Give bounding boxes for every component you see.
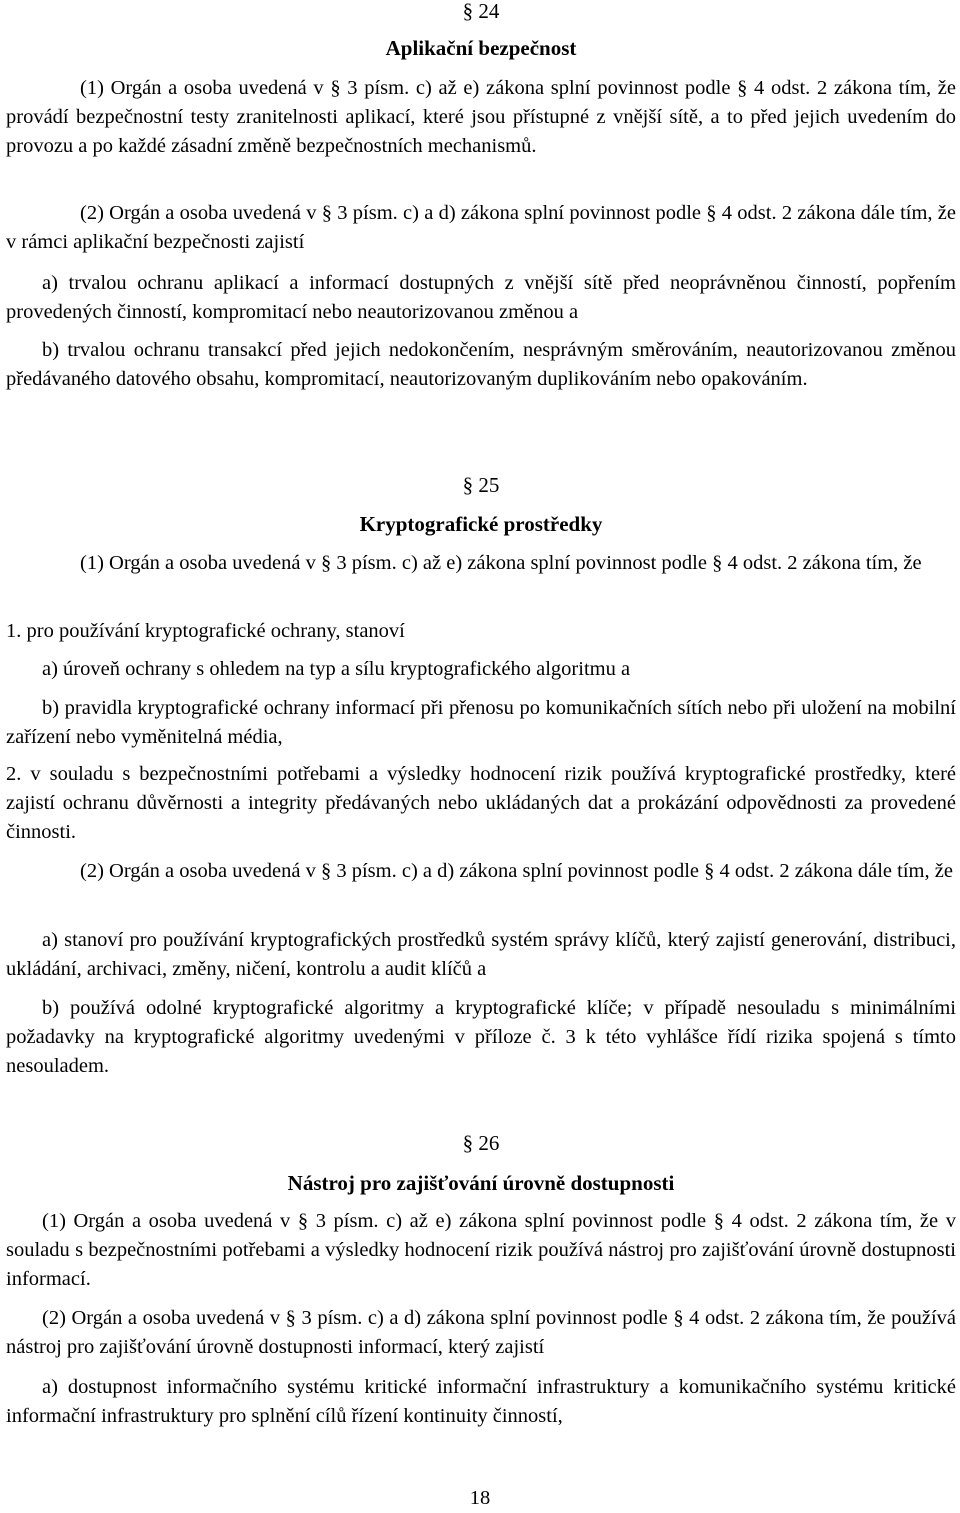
- section-25-item-2: 2. v souladu s bezpečnostními potřebami a výsledky hodnocení rizik používá kryptografické prostředky, které zajistí ochranu důvěrnosti a integrity předávaných nebo ukládaných dat a prokázání odpovědnosti za provedené činnosti.: [6, 763, 956, 843]
- section-25-item-a: a) stanoví pro používání kryptografických prostředků systém správy klíčů, který zajistí generování, distribuci, ukládání, archivaci, změny, ničení, kontrolu a audit klíčů a: [6, 929, 956, 980]
- section-25-paragraph-1: (1) Orgán a osoba uvedená v § 3 písm. c) až e) zákona splní povinnost podle § 4 odst. 2 zákona tím, že: [80, 552, 922, 574]
- section-26-item-a: a) dostupnost informačního systému kritické informační infrastruktury a komunikačního systému kritické informační infrastruktury pro splnění cílů řízení kontinuity činností,: [6, 1376, 956, 1427]
- section-24-number: § 24: [462, 0, 500, 23]
- section-25-number: § 25: [462, 473, 500, 497]
- section-26-paragraph-1: (1) Orgán a osoba uvedená v § 3 písm. c) až e) zákona splní povinnost podle § 4 odst. 2 zákona tím, že v souladu s bezpečnostními potřebami a výsledky hodnocení rizik používá nástroj pro zajišťování úrovně dostupnosti informací.: [6, 1210, 956, 1290]
- section-26-paragraph-2: (2) Orgán a osoba uvedená v § 3 písm. c) a d) zákona splní povinnost podle § 4 odst. 2 zákona tím, že používá nástroj pro zajišťování úrovně dostupnosti informací, který zajistí: [6, 1307, 956, 1358]
- section-26-title: Nástroj pro zajišťování úrovně dostupnosti: [287, 1171, 675, 1195]
- section-24-item-a: a) trvalou ochranu aplikací a informací dostupných z vnější sítě před neoprávněnou činností, popřením provedených činností, kompromitací nebo neautorizovanou změnou a: [6, 272, 956, 323]
- section-26-number: § 26: [462, 1131, 500, 1155]
- section-24-title: Aplikační bezpečnost: [385, 36, 577, 60]
- section-24-item-b: b) trvalou ochranu transakcí před jejich nedokončením, nesprávným směrováním, neautorizovanou změnou předávaného datového obsahu, kompromitací, neautorizovaným duplikováním nebo opakováním.: [6, 339, 956, 390]
- section-25-paragraph-2: (2) Orgán a osoba uvedená v § 3 písm. c) a d) zákona splní povinnost podle § 4 odst. 2 zákona dále tím, že: [80, 860, 953, 882]
- section-25-item-1: 1. pro používání kryptografické ochrany, stanoví: [6, 620, 405, 642]
- section-25-item-b: b) používá odolné kryptografické algoritmy a kryptografické klíče; v případě nesouladu s minimálními požadavky na kryptografické algoritmy uvedenými v příloze č. 3 k této vyhlášce řídí rizika spojená s tímto nesouladem.: [6, 997, 956, 1077]
- section-24-paragraph-2: (2) Orgán a osoba uvedená v § 3 písm. c) a d) zákona splní povinnost podle § 4 odst. 2 zákona dále tím, že v rámci aplikační bezpečnosti zajistí: [6, 202, 956, 253]
- page-number: 18: [469, 1487, 491, 1509]
- section-25-item-1a: a) úroveň ochrany s ohledem na typ a sílu kryptografického algoritmu a: [42, 658, 631, 680]
- section-25-item-1b: b) pravidla kryptografické ochrany informací při přenosu po komunikačních sítích nebo při uložení na mobilní zařízení nebo vyměnitelná média,: [6, 697, 956, 748]
- section-24-paragraph-1: (1) Orgán a osoba uvedená v § 3 písm. c) až e) zákona splní povinnost podle § 4 odst. 2 zákona tím, že provádí bezpečnostní testy zranitelnosti aplikací, které jsou přístupné z vnější sítě, a to před jejich uvedením do provozu a po každé zásadní změně bezpečnostních mechanismů.: [6, 77, 956, 157]
- section-25-title: Kryptografické prostředky: [359, 512, 603, 536]
